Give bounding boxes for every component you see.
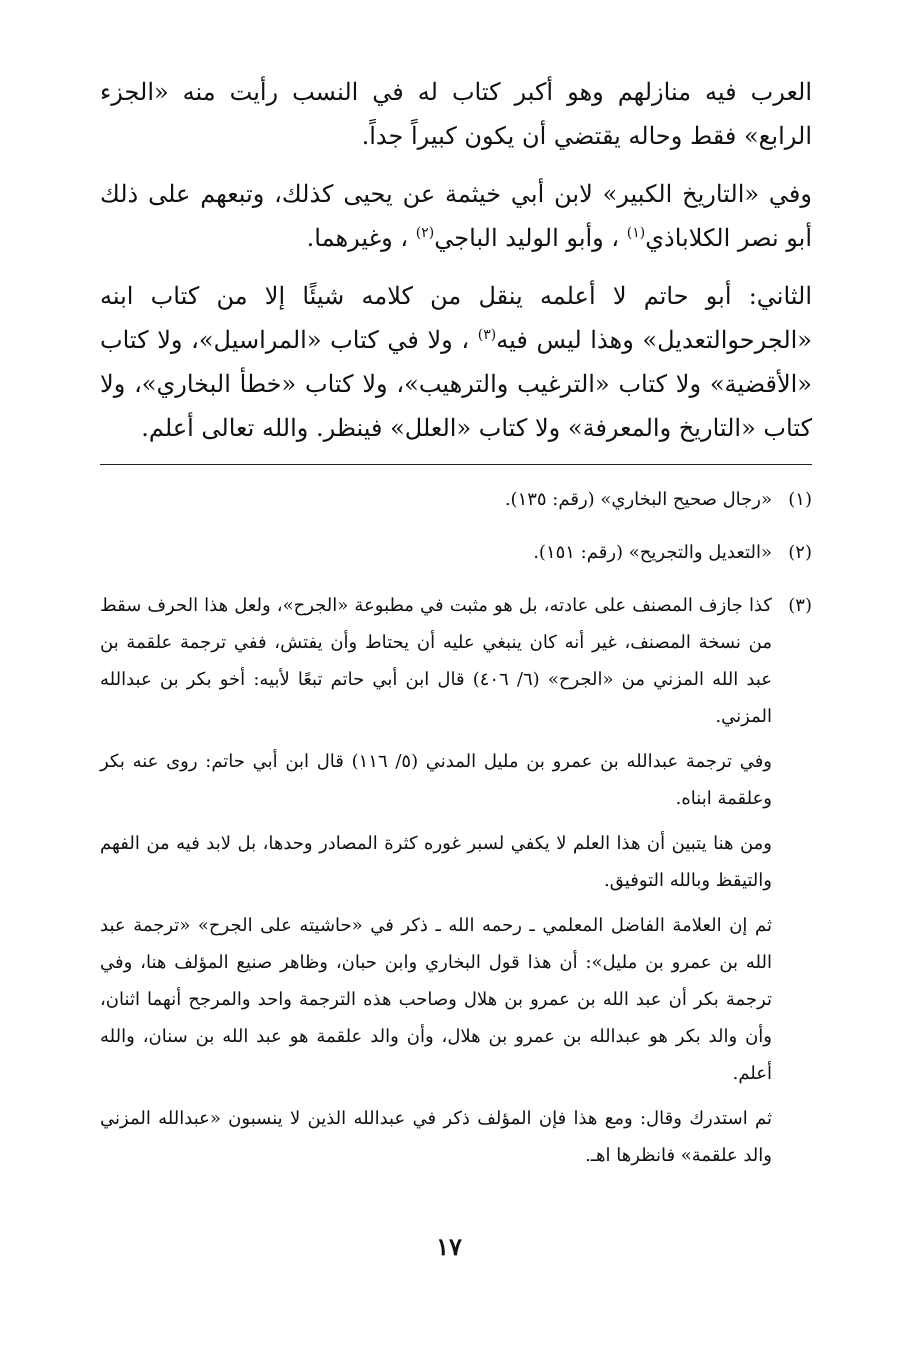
footnote-body [100, 587, 772, 1182]
footnote-number: (٢) [788, 542, 812, 563]
paragraph-3 [100, 274, 812, 450]
footnotes [100, 481, 812, 1182]
footnote-paragraph: «رجال صحيح البخاري» (رقم: ١٣٥). [504, 489, 772, 510]
paragraph-3-part-b: ، ولا في كتاب «المراسيل»، ولا كتاب «الأقضية» ولا كتاب «الترغيب والترهيب»، ولا كتاب «خطأ البخاري»، ولا كتاب «التاريخ والمعرفة» ولا كتاب «العلل» فينظر. والله تعالى أعلم. [100, 326, 812, 442]
paragraph-1: العرب فيه منازلهم وهو أكبر كتاب له في النسب رأيت منه «الجزء الرابع» فقط وحاله يقتضي أن يكون كبيراً جداً. [100, 78, 812, 150]
main-text [100, 70, 812, 450]
footnote-1 [100, 481, 812, 526]
footnote-number: (١) [788, 489, 812, 510]
footnote-paragraph: «التعديل والتجريح» (رقم: ١٥١). [533, 542, 772, 563]
footnote-paragraph: كذا جازف المصنف على عادته، بل هو مثبت في مطبوعة «الجرح»، ولعل هذا الحرف سقط من نسخة المصنف، غير أنه كان ينبغي عليه أن يحتاط وأن يفتش، ففي ترجمة علقمة بن عبد الله المزني من «الجرح» (٦/ ٤٠٦) قال ابن أبي حاتم تبعًا لأبيه: أخو بكر بن عبدالله المزني. [100, 595, 773, 727]
paragraph-2-part-c: ، وغيرهما. [306, 224, 409, 252]
footnote-ref-2[interactable]: (٢) [415, 225, 435, 241]
footnote-body [100, 534, 772, 579]
paragraph-2 [100, 172, 812, 260]
paragraph-2-part-b: ، وأبو الوليد الباجي [434, 224, 620, 252]
footnote-paragraph: ومن هنا يتبين أن هذا العلم لا يكفي لسبر غوره كثرة المصادر وحدها، بل لابد فيه من الفهم والتيقظ وبالله التوفيق. [100, 833, 772, 891]
footnote-paragraph: وفي ترجمة عبدالله بن عمرو بن مليل المدني (٥/ ١١٦) قال ابن أبي حاتم: روى عنه بكر وعلقمة ابناه. [100, 751, 772, 809]
footnote-2 [100, 534, 812, 579]
footnote-ref-1[interactable]: (١) [626, 225, 646, 241]
page-number: ١٧ [436, 1232, 462, 1261]
footnote-paragraph: ثم استدرك وقال: ومع هذا فإن المؤلف ذكر في عبدالله الذين لا ينسبون «عبدالله المزني والد علقمة» فانظرها اهـ. [100, 1108, 772, 1166]
paragraph-3-part-a: الثاني: أبو حاتم لا أعلمه ينقل من كلامه شيئًا إلا من كتاب ابنه «الجرحوالتعديل» وهذا ليس فيه [100, 282, 812, 354]
footnote-3 [100, 587, 812, 1182]
footnote-divider [100, 464, 812, 465]
footnote-body [100, 481, 772, 526]
footnote-paragraph: ثم إن العلامة الفاضل المعلمي ـ رحمه الله ـ ذكر في «حاشيته على الجرح» «ترجمة عبد الله بن عمرو بن مليل»: أن هذا قول البخاري وابن حبان، وظاهر صنيع المؤلف هنا، وفي ترجمة بكر أن عبد الله بن عمرو بن هلال وصاحب هذه الترجمة واحد والمرجح أنهما اثنان، وأن والد بكر هو عبدالله بن عمرو بن هلال، وأن والد علقمة هو عبد الله بن سنان، والله أعلم. [100, 915, 772, 1084]
footnote-ref-3[interactable]: (٣) [477, 327, 497, 343]
paragraph-2-part-a: وفي «التاريخ الكبير» لابن أبي خيثمة عن يحيى كذلك، وتبعهم على ذلك أبو نصر الكلاباذي [100, 180, 812, 252]
page-body [100, 70, 812, 1190]
footnote-number: (٣) [788, 595, 812, 616]
